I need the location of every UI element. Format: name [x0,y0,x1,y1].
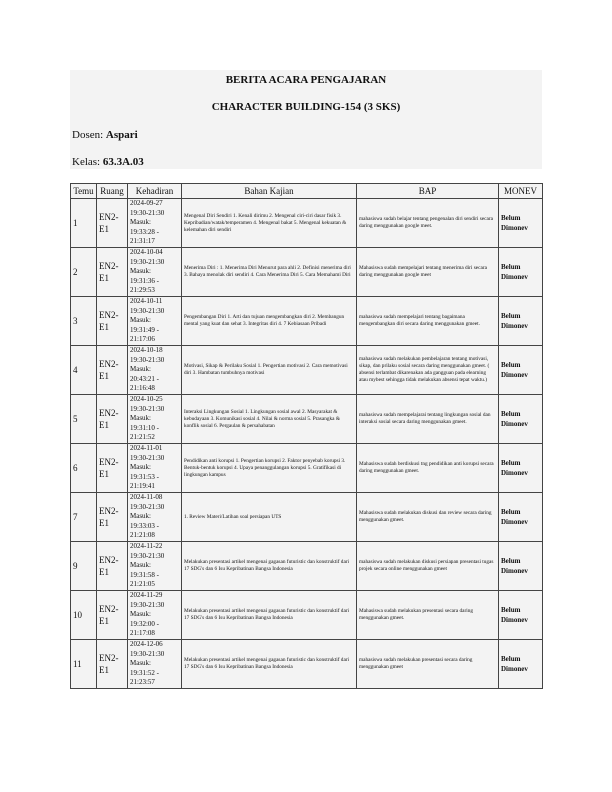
cell-bap: mahasiswa sudah belajar tentang pengenalan diri sendiri secara daring menggunakan google meet. [357,199,499,248]
cell-ruang: EN2-E1 [97,542,128,591]
session-date: 2024-12-06 [130,640,163,649]
cell-monev: Belum Dimonev [499,297,543,346]
cell-bahan-kajian: Pendidikan anti korupsi 1. Pengertian korupsi 2. Faktor penyebab korupsi 3. Bentuk-bentuk korupsi 4. Upaya penanggulangan korupsi 5. Gratifikasi di lingkungan kampus [182,444,357,493]
session-date: 2024-11-01 [130,444,163,453]
cell-kehadiran [128,542,182,591]
cell-bahan-kajian: Interaksi Lingkungan Sosial 1. Lingkungan sosial awal 2. Masyarakat & kebudayaan 3. Komunikasi sosial 4. Nilai & norma sosial 5. Prasangka & konflik sosial 6. Pergaulan & persahabatan [182,395,357,444]
header-kehadiran: Kehadiran [128,184,182,199]
cell-bap: mahasiswa sudah mempelajarai tentang lingkungan sosial dan interaksi sosial secara daring menggunakan gmeet. [357,395,499,444]
session-date: 2024-11-22 [130,542,163,551]
masuk-label: Masuk: [130,365,151,374]
cell-temu: 9 [71,542,97,591]
cell-temu: 5 [71,395,97,444]
cell-kehadiran [128,395,182,444]
cell-kehadiran [128,493,182,542]
masuk-label: Masuk: [130,463,151,472]
masuk-time: 19:31:10 - 21:21:52 [130,423,159,442]
session-time: 19:30-21:30 [130,355,165,364]
session-date: 2024-10-11 [130,297,163,306]
session-date: 2024-10-18 [130,346,163,355]
cell-bahan-kajian: Menerima Diri : 1. Menerima Diri Menurut para ahli 2. Definisi menerima diri 3. Bahaya menolak diri sendiri 4. Cara Menerima Diri 5. Cara Memahami Diri [182,248,357,297]
table-header-row [71,184,543,199]
session-time: 19:30-21:30 [130,208,165,217]
masuk-label: Masuk: [130,659,151,668]
cell-bap: Mahasiswa sudah mempelajari tentang menerima diri secara daring menggunakan google meet [357,248,499,297]
cell-temu: 11 [71,640,97,689]
cell-kehadiran [128,444,182,493]
cell-monev: Belum Dimonev [499,493,543,542]
lecturer-name: Aspari [105,129,138,141]
session-time: 19:30-21:30 [130,404,165,413]
session-time: 19:30-21:30 [130,600,165,609]
cell-bahan-kajian: Melakukan presentasi artikel mengenai gagasan futuristic dan konstruktif dari 17 SDG's dan 6 Isu Kepribatinan Bangsa Indonesia [182,542,357,591]
session-date: 2024-11-08 [130,493,163,502]
attendance-table [70,183,543,689]
cell-temu: 1 [71,199,97,248]
masuk-time: 20:43:21 - 21:16:48 [130,374,159,393]
masuk-time: 19:31:52 - 21:23:57 [130,668,159,687]
cell-temu: 6 [71,444,97,493]
cell-ruang: EN2-E1 [97,346,128,395]
table-row [71,640,543,689]
cell-kehadiran [128,640,182,689]
class-label: Kelas: [72,156,101,168]
cell-bap: mahasiswa sudah melakukan presentasi secara daring menggunakan gmeet [357,640,499,689]
cell-temu: 3 [71,297,97,346]
cell-monev: Belum Dimonev [499,542,543,591]
cell-monev: Belum Dimonev [499,591,543,640]
table-row [71,346,543,395]
cell-temu: 2 [71,248,97,297]
masuk-label: Masuk: [130,267,151,276]
cell-bahan-kajian: Melakukan presentasi artikel mengenai gagasan futuristic dan konstruktif dari 17 SDG's dan 6 Isu Kepribatinan Bangsa Indonesia [182,591,357,640]
cell-monev: Belum Dimonev [499,640,543,689]
cell-ruang: EN2-E1 [97,248,128,297]
masuk-time: 19:31:49 - 21:17:06 [130,325,159,344]
cell-bahan-kajian: Mengenal Diri Sendiri 1. Kenali dirimu 2. Mengenal ciri-ciri dasar fisik 3. Kepribadian/watak/temperamen 4. Mengenal bakat 5. Mengenal kekuatan & kelemahan diri sendiri [182,199,357,248]
cell-ruang: EN2-E1 [97,444,128,493]
cell-bap: Mahasiswa sudah melakukan presentasi secara daring menggunakan gmeet. [357,591,499,640]
session-time: 19:30-21:30 [130,502,165,511]
cell-temu: 4 [71,346,97,395]
cell-ruang: EN2-E1 [97,493,128,542]
masuk-label: Masuk: [130,512,151,521]
session-date: 2024-10-04 [130,248,163,257]
table-row [71,395,543,444]
header-monev: MONEV [499,184,543,199]
table-row [71,493,543,542]
class-code: 63.3A.03 [102,156,144,168]
cell-bap: mahasiswa sudah melakukan diskusi persiapan presentasi tugas projek secara online menggunakan gmeet [357,542,499,591]
session-date: 2024-10-25 [130,395,163,404]
cell-monev: Belum Dimonev [499,248,543,297]
masuk-time: 19:33:03 - 21:21:08 [130,521,159,540]
session-date: 2024-11-29 [130,591,163,600]
cell-ruang: EN2-E1 [97,591,128,640]
cell-bahan-kajian: Motivasi, Sikap & Perilaku Sosial 1. Pengertian motivasi 2. Cara memotivasi diri 3. Hambatan tumbuhnya motivasi [182,346,357,395]
document-title: BERITA ACARA PENGAJARAN [225,74,387,86]
cell-bahan-kajian: Pengembangan Diri 1. Arti dan tujuan mengembangkan diri 2. Membangun mental yang kuat dan sehat 3. Integritas diri 4. 7 Kebiasaan Pribadi [182,297,357,346]
cell-bap: mahasiswa sudah melakukan pembelajaran tentang motivasi, sikap, dan prilaku sosial secara daring menggunakan gmeet. ( absensi terlambat dikarenakan ada gangguan pada elearning atau mybest sehingga tidak melakukan absensi tepat waktu.) [357,346,499,395]
class-line [72,156,144,168]
cell-bahan-kajian: Melakukan presentasi artikel mengenai gagasan futuristic dan konstruktif dari 17 SDG's dan 6 Isu Kepribatinan Bangsa Indonesia [182,640,357,689]
masuk-label: Masuk: [130,561,151,570]
masuk-time: 19:31:53 - 21:19:41 [130,472,159,491]
session-time: 19:30-21:30 [130,306,165,315]
masuk-label: Masuk: [130,414,151,423]
cell-bap: Mahasiswa sudah berdiskusi tng pendidikan anti korupsi secara daring menggunakan gmeet. [357,444,499,493]
cell-ruang: EN2-E1 [97,199,128,248]
masuk-label: Masuk: [130,316,151,325]
cell-kehadiran [128,248,182,297]
masuk-time: 19:31:36 - 21:29:53 [130,276,159,295]
header-ruang: Ruang [97,184,128,199]
header-temu: Temu [71,184,97,199]
cell-kehadiran [128,346,182,395]
cell-bap: Mahasiswa sudah melakukan diskusi dan review secara daring menggunakan gmeet. [357,493,499,542]
cell-temu: 10 [71,591,97,640]
cell-ruang: EN2-E1 [97,395,128,444]
cell-kehadiran [128,297,182,346]
table-row [71,297,543,346]
course-title: CHARACTER BUILDING-154 (3 SKS) [211,101,401,113]
masuk-time: 19:33:28 - 21:31:17 [130,227,159,246]
masuk-label: Masuk: [130,218,151,227]
session-time: 19:30-21:30 [130,257,165,266]
table-row [71,199,543,248]
masuk-time: 19:32:00 - 21:17:08 [130,619,159,638]
cell-monev: Belum Dimonev [499,346,543,395]
cell-ruang: EN2-E1 [97,297,128,346]
lecturer-label: Dosen: [72,129,104,141]
session-time: 19:30-21:30 [130,453,165,462]
header-bap: BAP [357,184,499,199]
table-row [71,248,543,297]
masuk-time: 19:31:58 - 21:21:05 [130,570,159,589]
cell-kehadiran [128,591,182,640]
header-bahan-kajian: Bahan Kajian [182,184,357,199]
cell-ruang: EN2-E1 [97,640,128,689]
lecturer-line [72,129,138,141]
cell-bahan-kajian: 1. Review Materi/Latihan soal persiapan UTS [182,493,357,542]
table-row [71,444,543,493]
cell-temu: 7 [71,493,97,542]
table-row [71,591,543,640]
session-time: 19:30-21:30 [130,649,165,658]
cell-bap: mahasiswa sudah mempelajari tentang bagaimana mengembangkan diri secara daring menggunakan gmeet. [357,297,499,346]
session-date: 2024-09-27 [130,199,163,208]
document-header [70,70,542,169]
session-time: 19:30-21:30 [130,551,165,560]
masuk-label: Masuk: [130,610,151,619]
cell-monev: Belum Dimonev [499,199,543,248]
cell-monev: Belum Dimonev [499,395,543,444]
cell-monev: Belum Dimonev [499,444,543,493]
cell-kehadiran [128,199,182,248]
table-row [71,542,543,591]
